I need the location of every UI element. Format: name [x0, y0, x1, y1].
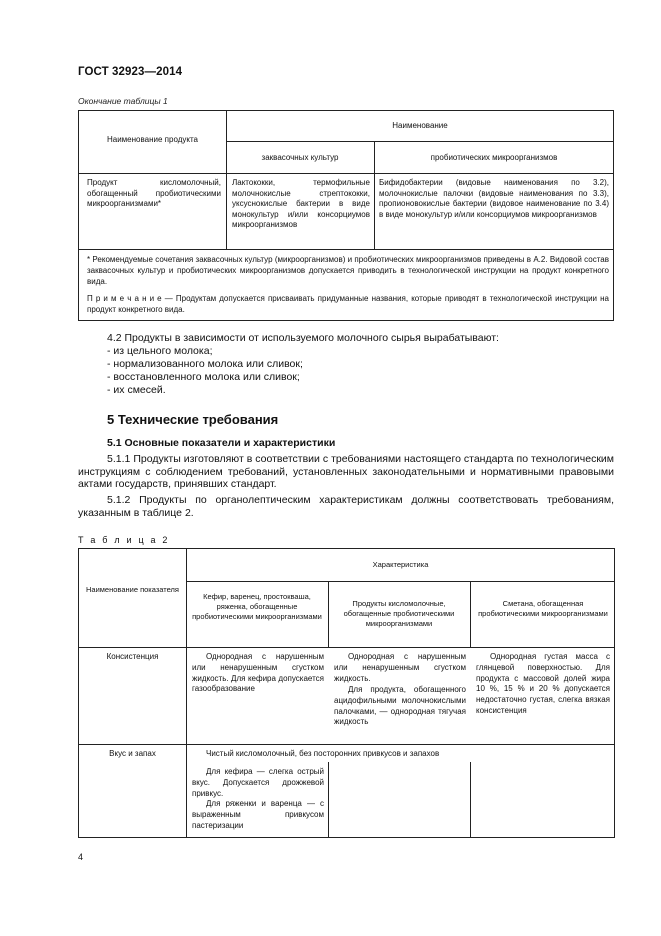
table-2	[78, 548, 615, 838]
table-1	[78, 110, 614, 321]
paragraph-5-1-1: 5.1.1 Продукты изготовляют в соответствии с требованиями настоящего стандарта по технологическим инструкциям с соблюдением требований, установленных законодательными и нормативными правовыми актами государств, принявших стандарт.	[78, 453, 614, 490]
table-note	[87, 293, 609, 315]
cell-probiotic: Бифидобактерии (видовые наименования по 3.2), молочнокислые палочки (видовые наименования по 3.3), пропионовокислые бактерии (видовое наименование по 3.4) в виде монокультур и/или консорциумов микроорганизмов	[379, 178, 609, 219]
header-name: Наименование	[392, 121, 448, 130]
header-probiotic: пробиотических микроорганизмов	[430, 153, 558, 162]
list-item: - их смесей.	[107, 384, 166, 396]
header-starter-cultures: заквасочных культур	[261, 153, 339, 162]
table-continuation-label: Окончание таблицы 1	[78, 96, 168, 106]
section-heading: 5 Технические требования	[107, 412, 279, 427]
paragraph-5-1-2: 5.1.2 Продукты по органолептическим характеристикам должны соответствовать требованиям, указанным в таблице 2.	[78, 494, 614, 519]
cell-product: Продукт кисломолочный, обогащенный пробиотическими микроорганизмами*	[87, 178, 221, 208]
table-footnote: * Рекомендуемые сочетания заквасочных культур (микроорганизмов) и пробиотических микроорганизмов приведены в А.2. Видовой состав заквасочных культур и пробиотических микроорганизмов допускается приводить в технологической инструкции на продукт конкретного вида.	[87, 255, 609, 286]
table-2-caption: Т а б л и ц а 2	[78, 535, 170, 545]
cell-consistency-milk-acidophilus: Для продукта, обогащенного ацидофильными молочнокислыми палочками, — однородная тягучая жидкость	[334, 685, 466, 727]
cell-taste-ryazhenka: Для ряженки и варенца — с выраженным привкусом пастеризации	[192, 799, 324, 830]
row-consistency-label: Консистенция	[106, 652, 159, 661]
subsection-heading: 5.1 Основные показатели и характеристики	[107, 437, 336, 449]
header-characteristic: Характеристика	[372, 560, 429, 569]
header-indicator: Наименование показателя	[86, 585, 179, 594]
header-fermented-milk: Продукты кисломолочные, обогащенные пробиотическими микроорганизмами	[343, 599, 455, 628]
list-item: - нормализованного молока или сливок;	[107, 358, 303, 370]
cell-starter: Лактококки, термофильные молочнокислые стрептококки, уксуснокислые бактерии в виде монокультур и/или консорциумов микроорганизмов	[232, 178, 370, 229]
note-label: П р и м е ч а н и е —	[87, 294, 173, 303]
page-number: 4	[78, 852, 84, 862]
cell-consistency-kefir: Однородная с нарушенным или ненарушенным сгустком жидкость. Для кефира допускается газообразование	[192, 652, 324, 694]
note-text: Продуктам допускается присваивать придуманные названия, которые приводят в технологической инструкции на продукт конкретного вида.	[87, 294, 609, 314]
header-kefir: Кефир, варенец, простокваша, ряженка, обогащенные пробиотическими микроорганизмами	[192, 592, 322, 621]
cell-taste-kefir: Для кефира — слегка острый вкус. Допускается дрожжевой привкус.	[192, 767, 324, 798]
cell-consistency-milk: Однородная с нарушенным или ненарушенным сгустком жидкость.	[334, 652, 466, 683]
paragraph-4-2: 4.2 Продукты в зависимости от используемого молочного сырья вырабатывают:	[107, 332, 499, 344]
cell-taste-common: Чистый кисломолочный, без посторонних привкусов и запахов	[206, 749, 440, 758]
cell-consistency-cream: Однородная густая масса с глянцевой поверхностью. Для продукта с массовой долей жира 10 %, 15 % и 20 % допускается недостаточно густая, слегка вязкая консистенция	[476, 652, 610, 715]
document-header: ГОСТ 32923—2014	[78, 66, 183, 78]
row-taste-smell-label: Вкус и запах	[109, 749, 156, 758]
list-item: - восстановленного молока или сливок;	[107, 371, 300, 383]
header-sour-cream: Сметана, обогащенная пробиотическими микроорганизмами	[478, 599, 608, 618]
list-item: - из цельного молока;	[107, 345, 213, 357]
header-product: Наименование продукта	[106, 135, 198, 144]
